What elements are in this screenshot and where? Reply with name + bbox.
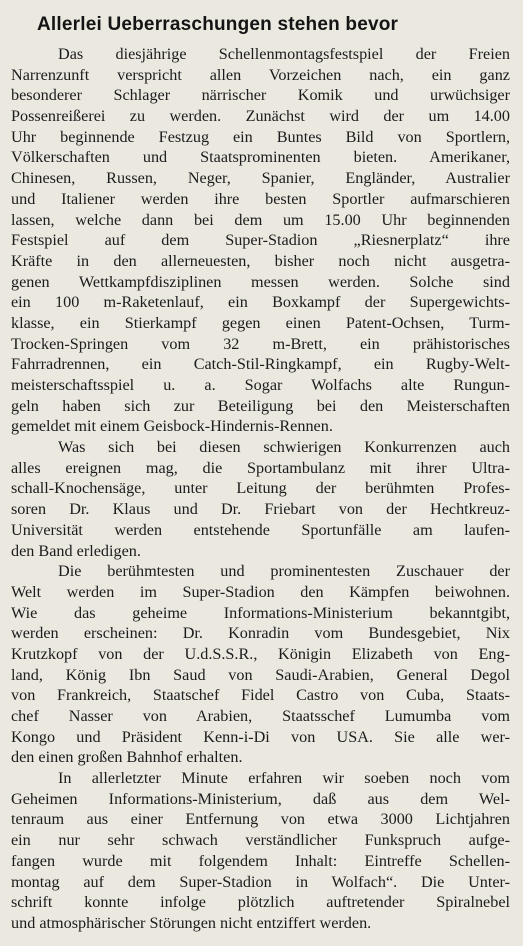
text-line: den einen großen Bahnhof erhalten. (11, 748, 243, 767)
text-line: und atmosphärischer Störungen nicht entziffert werden. (11, 913, 372, 932)
text-line: klasse, ein Stierkampf gegen einen Patent-Ochsen, Turm- (11, 313, 510, 332)
article-paragraph (11, 437, 510, 561)
text-line: Chinesen, Russen, Neger, Spanier, Engländer, Australier (11, 169, 510, 188)
text-line: Trocken-Springen vom 32 m-Brett, ein prähistorisches (11, 334, 510, 353)
text-line: lassen, welche dann bei dem um 15.00 Uhr beginnenden (11, 210, 510, 229)
text-line: Fahrradrennen, ein Catch-Stil-Ringkampf, ein Rugby-Welt- (11, 355, 510, 374)
text-line: geln haben sich zur Beteiligung bei den Meisterschaften (11, 396, 510, 415)
text-line: alles ereignen mag, die Sportambulanz mit ihrer Ultra- (11, 458, 510, 477)
article-paragraph (11, 44, 510, 437)
article-headline: Allerlei Ueberraschungen stehen bevor (37, 14, 399, 35)
text-line: ein 100 m-Raketenlauf, ein Boxkampf der Supergewichts- (11, 293, 510, 312)
text-line: Die berühmtesten und prominentesten Zuschauer der (58, 562, 510, 581)
text-line: Narrenzunft verspricht allen Vorzeichen nach, ein ganz (11, 65, 510, 84)
text-line: besonderer Schlager närrischer Komik und urwüchsiger (11, 86, 510, 105)
text-line: und Italiener werden ihre besten Sportler aufmarschieren (11, 189, 510, 208)
text-line: schrift konnte infolge plötzlich auftretender Spiralnebel (11, 893, 510, 912)
text-line: von Frankreich, Staatschef Fidel Castro von Cuba, Staats- (11, 686, 510, 705)
text-line: montag auf dem Super-Stadion in Wolfach“. Die Unter- (11, 872, 510, 891)
text-line: Possenreißerei zu werden. Zunächst wird der um 14.00 (11, 107, 510, 126)
text-line: Kongo und Präsident Kenn-i-Di von USA. Sie alle wer- (11, 727, 510, 746)
text-line: In allerletzter Minute erfahren wir soeben noch vom (58, 769, 510, 788)
text-line: Wie das geheime Informations-Ministerium bekanntgibt, (11, 603, 510, 622)
text-line: gemeldet mit einem Geisbock-Hindernis-Rennen. (11, 417, 333, 436)
text-line: genen Wettkampfdisziplinen messen werden. Solche sind (11, 272, 510, 291)
text-line: schall-Knochensäge, unter Leitung der berühmten Profes- (11, 479, 510, 498)
text-line: Was sich bei diesen schwierigen Konkurrenzen auch (58, 438, 510, 457)
text-line: Uhr beginnende Festzug ein Buntes Bild von Sportlern, (11, 127, 510, 146)
text-line: tenraum aus einer Entfernung von etwa 3000 Lichtjahren (11, 810, 510, 829)
text-line: Kräfte in den allerneuesten, bisher noch nicht ausgetra- (11, 251, 510, 270)
text-line: den Band erledigen. (11, 541, 141, 560)
article-body (11, 44, 510, 934)
text-line: Das diesjährige Schellenmontagsfestspiel der Freien (58, 45, 510, 63)
text-line: meisterschaftsspiel u. a. Sogar Wolfachs alte Rungun- (11, 376, 510, 394)
text-line: Völkerschaften und Staatsprominenten bieten. Amerikaner, (11, 148, 510, 167)
text-line: Festspiel auf dem Super-Stadion „Riesnerplatz“ ihre (11, 231, 510, 250)
text-line: Universität werden entstehende Sportunfälle am laufen- (11, 520, 510, 539)
text-line: soren Dr. Klaus und Dr. Friebart von der Hechtkreuz- (11, 500, 510, 519)
text-line: land, König Ibn Saud von Saudi-Arabien, General Degol (11, 665, 510, 684)
text-line: Krutzkopf von der U.d.S.S.R., Königin Elizabeth von Eng- (11, 644, 510, 663)
text-line: fangen wurde mit folgendem Inhalt: Eintreffe Schellen- (11, 851, 510, 870)
article-paragraph (11, 768, 510, 934)
text-line: ein nur sehr schwach verständlicher Funkspruch aufge- (11, 831, 510, 850)
text-line: werden erscheinen: Dr. Konradin vom Bundesgebiet, Nix (11, 624, 510, 643)
article-paragraph (11, 561, 510, 768)
text-line: Geheimen Informations-Ministerium, daß aus dem Wel- (11, 789, 510, 808)
text-line: Welt werden im Super-Stadion den Kämpfen beiwohnen. (11, 582, 510, 601)
text-line: chef Nasser von Arabien, Staatsschef Lumumba vom (11, 707, 510, 725)
